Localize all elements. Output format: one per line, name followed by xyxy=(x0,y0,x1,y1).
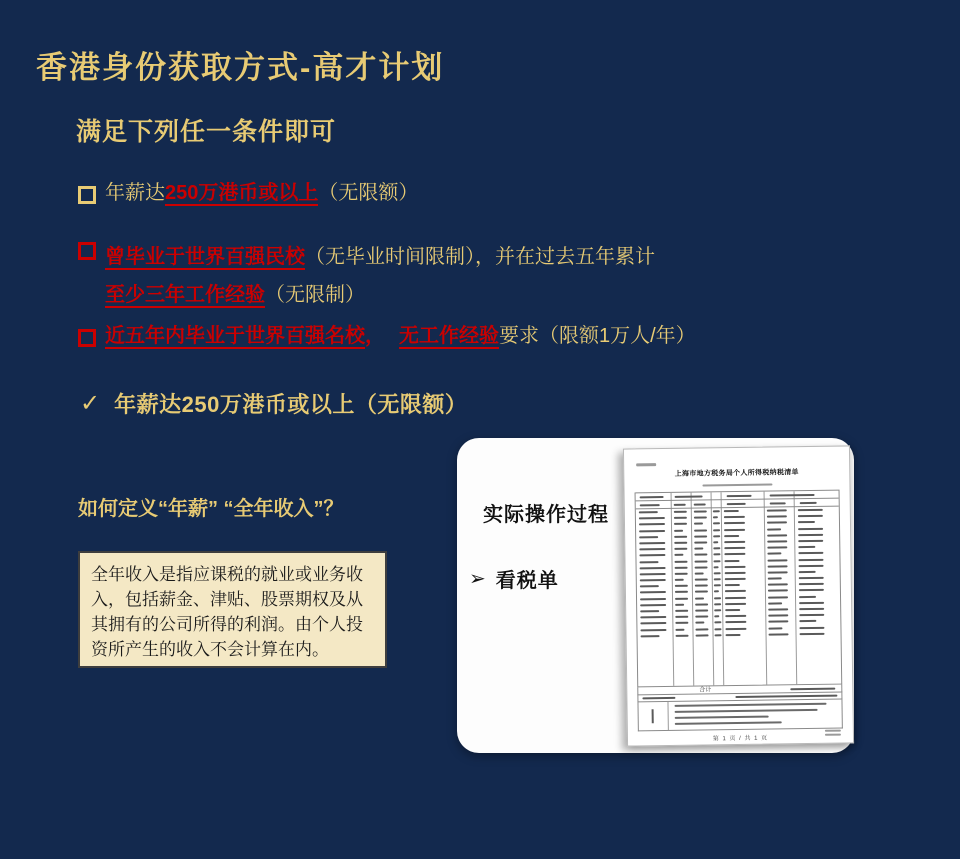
condition-suffix: （限额1万人/年） xyxy=(539,325,696,347)
condition-highlight: 250万港币或以上 xyxy=(165,182,319,204)
condition-highlight: 曾毕业于世界百强民校 xyxy=(105,246,305,268)
condition-item-salary xyxy=(78,182,418,204)
doc-total-label: 合计 xyxy=(699,687,712,694)
condition-text xyxy=(105,325,696,347)
doc-table xyxy=(635,490,843,688)
doc-table-body xyxy=(636,507,841,640)
checkbox-icon xyxy=(78,186,96,204)
condition-text xyxy=(105,238,655,314)
condition-rest: （无限制） xyxy=(265,284,365,306)
condition-prefix: 年薪达 xyxy=(105,182,165,204)
doc-remarks-label-cell xyxy=(638,702,668,730)
step-item xyxy=(469,564,559,593)
page-title: 香港身份获取方式-高才计划 xyxy=(36,50,445,85)
checkbox-icon xyxy=(78,329,96,347)
condition-item-graduate-experience xyxy=(78,238,655,314)
check-icon: ✓ xyxy=(80,390,101,417)
condition-highlight: 至少三年工作经验 xyxy=(105,284,265,306)
condition-mid: 要求 xyxy=(499,325,539,347)
step-label: 看税单 xyxy=(495,570,559,592)
definition-question: 如何定义“年薪” “全年收入”？ xyxy=(78,498,344,520)
condition-rest: （无毕业时间限制），并在过去五年累计 xyxy=(305,246,655,268)
selected-condition xyxy=(80,388,467,419)
condition-line xyxy=(105,238,655,276)
condition-item-recent-graduate xyxy=(78,325,696,347)
panel-heading: 实际操作过程 xyxy=(483,504,609,526)
tax-document-image xyxy=(623,445,854,746)
doc-page-footer: 第 1 页 / 共 1 页 xyxy=(712,735,769,743)
condition-suffix: （无限额） xyxy=(318,182,419,204)
checkbox-icon xyxy=(78,242,96,260)
condition-highlight: 无工作经验 xyxy=(399,325,499,347)
doc-remarks-block xyxy=(637,700,842,732)
doc-date-bar xyxy=(702,484,772,487)
arrow-bullet-icon: ➢ xyxy=(469,568,486,590)
doc-remarks-lines xyxy=(675,703,837,729)
definition-answer-box: 全年收入是指应课税的就业或业务收入，包括薪金、津贴、股票期权及从其拥有的公司所得的利润。由个人投资所产生的收入不会计算在内。 xyxy=(78,551,387,668)
process-panel xyxy=(457,438,854,753)
condition-text xyxy=(105,182,418,204)
doc-title: 上海市地方税务局个人所得税纳税清单 xyxy=(674,469,799,478)
condition-line xyxy=(105,276,655,314)
doc-meta-bar xyxy=(636,463,656,466)
section-subtitle: 满足下列任一条件即可 xyxy=(76,118,337,146)
condition-highlight: 近五年内毕业于世界百强名校 xyxy=(105,325,365,347)
condition-comma: ， xyxy=(365,325,385,347)
doc-watermark-bars xyxy=(825,730,841,738)
selected-condition-text: 年薪达250万港币或以上（无限额） xyxy=(114,392,468,417)
